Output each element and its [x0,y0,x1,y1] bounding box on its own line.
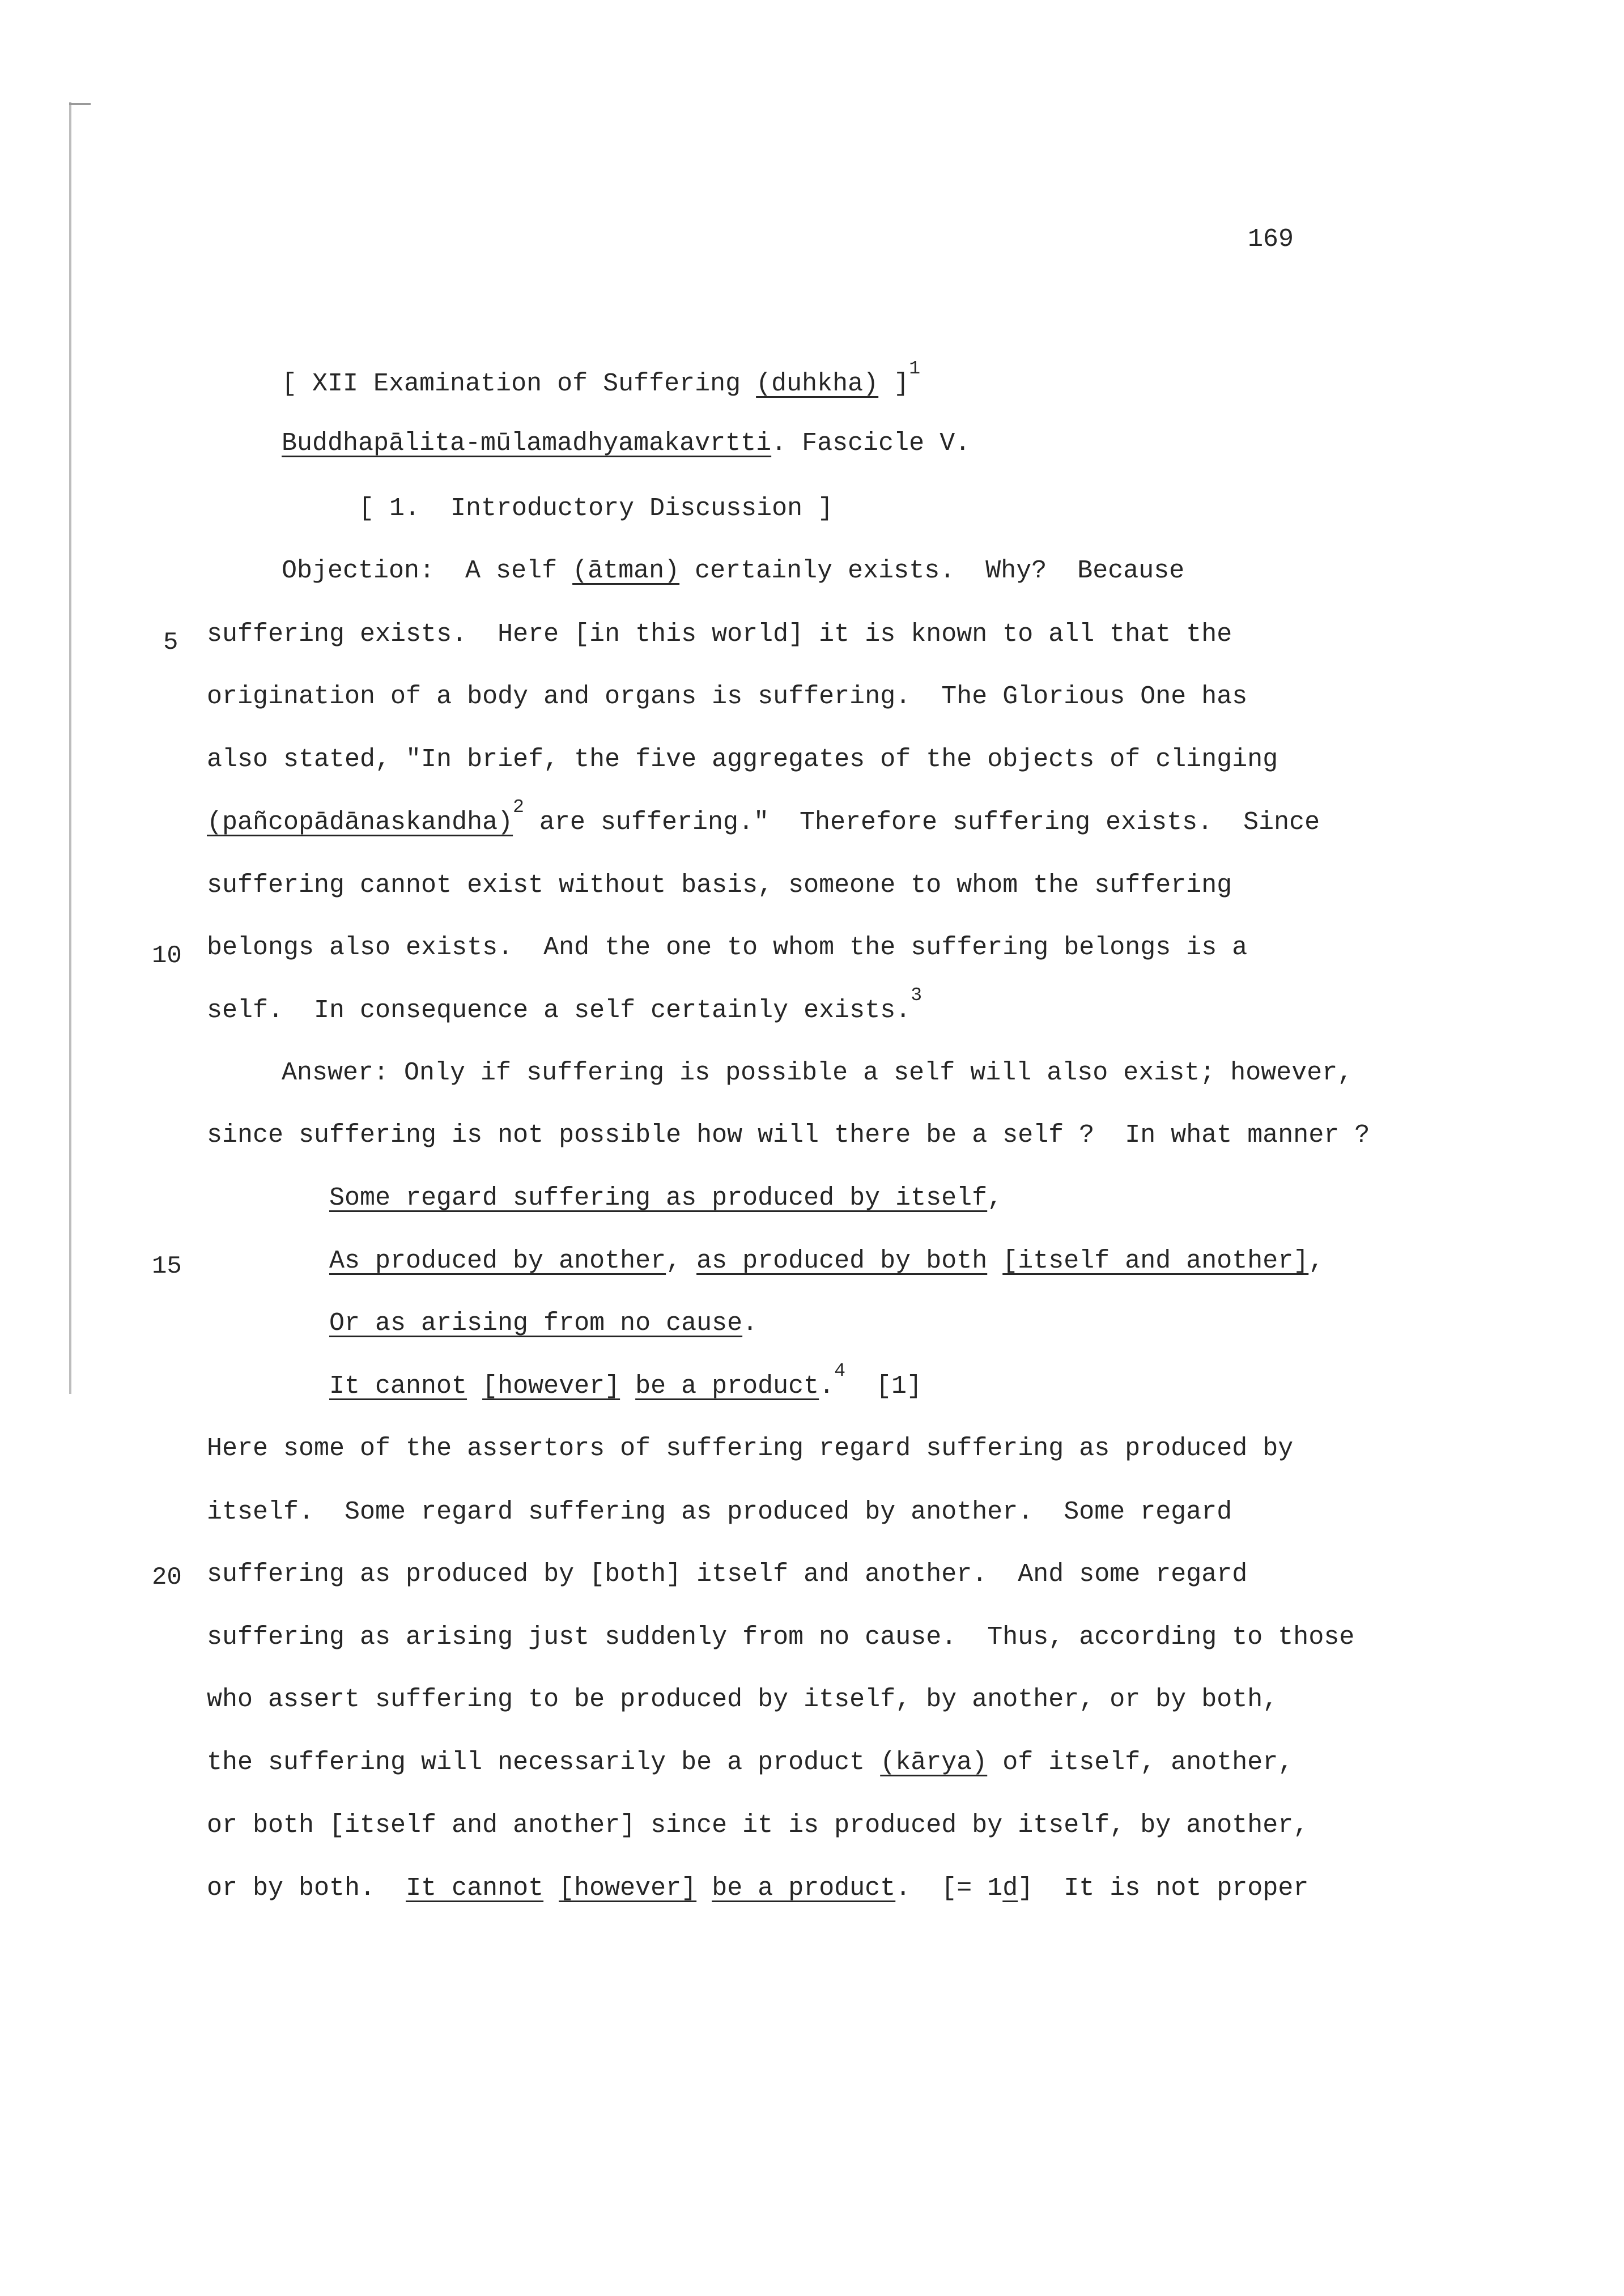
verse-line [329,1311,758,1336]
body-line [207,985,922,1025]
body-line: belongs also exists. And the one to whom the suffering belongs is a [207,933,1248,962]
verse-text: be a product [635,1372,819,1401]
heading-term: (duhkha) [756,369,879,398]
body-line: or both [itself and another] since it is produced by itself, by another, [207,1811,1309,1840]
section-heading: [ 1. Introductory Discussion ] [359,494,834,523]
verse-line [329,1248,1324,1274]
heading-close: ] [878,369,909,398]
body-line: origination of a body and organs is suffering. The Glorious One has [207,682,1248,711]
body-line: also stated, "In brief, the five aggregates of the objects of clinging [207,745,1278,774]
body-line [207,1876,1308,1901]
body-line: suffering as produced by [both] itself and another. And some regard [207,1560,1248,1589]
text-run: of itself, another, [987,1748,1294,1777]
work-subtitle [282,431,970,456]
verse-text: It cannot [329,1372,467,1401]
verse-punct [620,1372,635,1401]
work-title: Buddhapālita-mūlamadhyamakavrtti [282,429,772,458]
verse-punct: , [666,1247,697,1275]
quoted-verse: be a product [712,1874,896,1903]
footnote-ref-1: 1 [909,358,921,379]
body-line: suffering cannot exist without basis, someone to whom the suffering [207,871,1232,900]
verse-text: Or as arising from no cause [329,1309,743,1338]
line-number: 10 [152,942,182,970]
page-number: 169 [1248,225,1294,254]
verse-text: [however] [482,1372,620,1401]
text-run: self. In consequence a self certainly exists. [207,996,911,1025]
verse-text: [itself and another] [1002,1247,1309,1275]
verse-line [329,1185,1002,1211]
margin-rule [69,102,71,1394]
verse-line [329,1360,922,1401]
footnote-ref-3: 3 [911,985,922,1006]
line-number: 15 [152,1252,182,1281]
text-run: the suffering will necessarily be a product [207,1748,881,1777]
line-number: 20 [152,1563,182,1592]
verse-punct: . [819,1372,835,1401]
body-line: suffering exists. Here [in this world] it is known to all that the [207,620,1232,649]
footnote-ref-2: 2 [513,797,524,818]
margin-corner-mark [69,103,91,105]
verse-ref-letter: d [1002,1874,1018,1903]
chapter-heading [282,358,921,398]
text-run: . [= 1 [895,1874,1003,1903]
text-run: certainly exists. Why? Because [679,556,1185,585]
term-pancopadanaskandha: (pañcopādānaskandha) [207,808,513,837]
heading-open: [ XII Examination of Suffering [282,369,756,398]
footnote-ref-4: 4 [834,1360,846,1381]
body-line: Answer: Only if suffering is possible a self will also exist; however, [282,1058,1353,1087]
quoted-verse: [however] [559,1874,697,1903]
body-line [207,797,1320,837]
verse-punct: , [1308,1247,1324,1275]
verse-punct: , [987,1184,1003,1213]
body-line: suffering as arising just suddenly from no cause. Thus, according to those [207,1623,1355,1652]
body-line: itself. Some regard suffering as produced by another. Some regard [207,1498,1232,1527]
body-line [282,558,1184,584]
verse-number: [1] [845,1372,922,1401]
body-line: since suffering is not possible how will there be a self ? In what manner ? [207,1121,1370,1150]
quoted-verse: It cannot [406,1874,544,1903]
text-run [543,1874,559,1903]
verse-punct [987,1247,1002,1275]
line-number: 5 [163,628,178,657]
term-karya: (kārya) [880,1748,988,1777]
text-run: ] It is not proper [1018,1874,1309,1903]
verse-punct: . [742,1309,758,1338]
verse-punct [467,1372,482,1401]
text-run [696,1874,712,1903]
body-line: Here some of the assertors of suffering regard suffering as produced by [207,1434,1294,1463]
verse-text: as produced by both [696,1247,988,1275]
term-atman: (ātman) [572,556,680,585]
body-line: who assert suffering to be produced by itself, by another, or by both, [207,1685,1278,1714]
text-run: Objection: A self [282,556,573,585]
text-run: or by both. [207,1874,406,1903]
fascicle-label: . Fascicle V. [771,429,971,458]
text-run: are suffering." Therefore suffering exists. Since [524,808,1320,837]
verse-text: Some regard suffering as produced by itself [329,1184,988,1213]
verse-text: As produced by another [329,1247,666,1275]
body-line [207,1750,1293,1775]
